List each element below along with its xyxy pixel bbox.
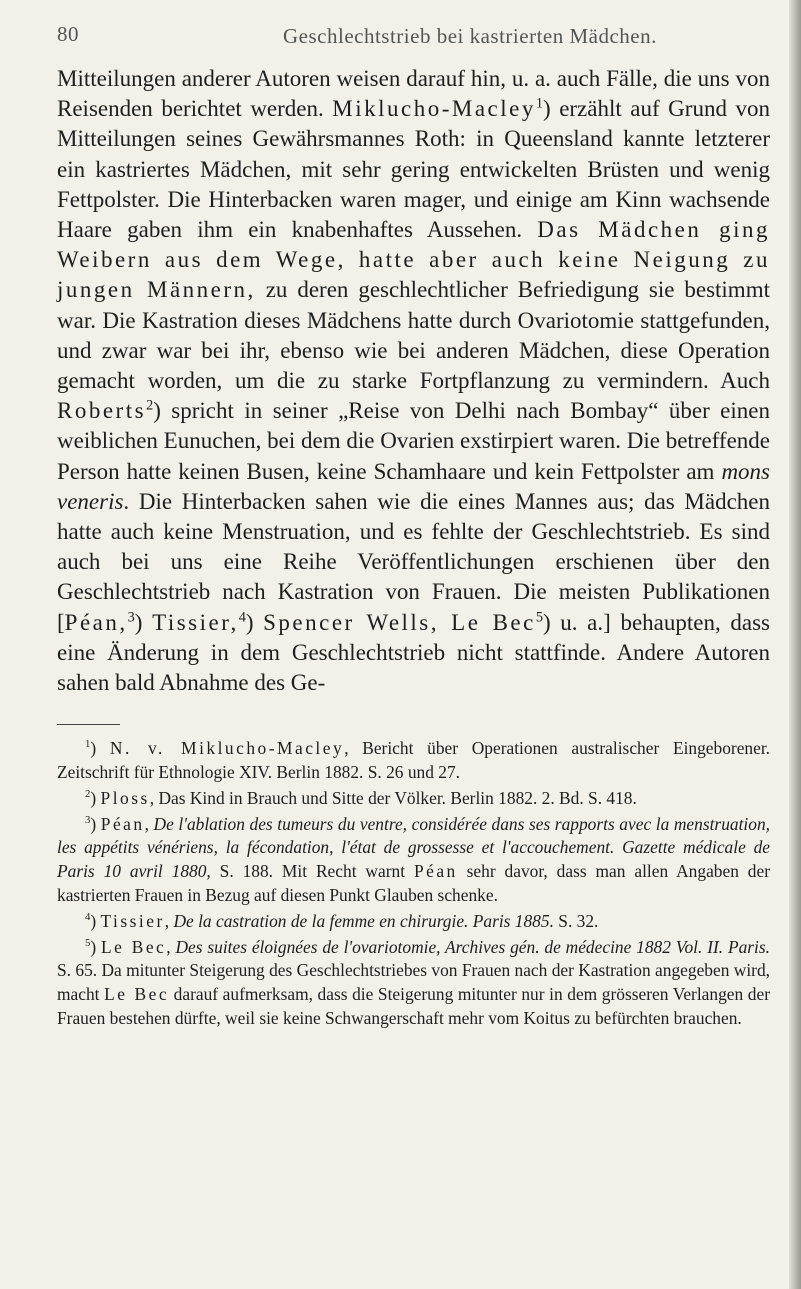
main-text [57, 64, 770, 698]
footnote-separator: , [164, 910, 174, 931]
footnote-title: Des suites éloignées de l'ovariotomie, Archives gén. de médecine 1882 Vol. II. Paris. [175, 936, 770, 957]
text-segment: ) [245, 609, 264, 635]
footnote-1: $^1$) N. v. Miklucho-Macley, Bericht über Operationen australischer Eingeborener. Zeitschrift für Ethnologie XIV. Berlin 1882. S. 26 und 27. [57, 738, 771, 783]
footnote-title: De l'ablation des tumeurs du ventre, considérée dans ses rapports avec la menstruation, les appétits vénériens, la fécondation, l'état de grossesse et l'accouchement. Gazette médicale de Paris 10 avril 1880, [57, 813, 770, 882]
footnote-text: darauf aufmerksam, dass die Steigerung mitunter nur in dem grösseren Verlangen der Frauen bestehen dürfte, weil sie keine Schwangerschaft mehr vom Koitus zu befürchten brauchen. [57, 984, 770, 1029]
footnote-mark: 2 [85, 788, 91, 801]
book-page [57, 22, 770, 1033]
footnote-text: S. 32. [553, 910, 599, 931]
author-name: Péan, [64, 609, 128, 635]
footnote-ref[interactable]: 2 [146, 397, 154, 414]
footnote-author: Péan [413, 861, 458, 882]
text-segment: . Die Hinterbacken sahen wie die eines Mannes aus; das Mädchen hatte auch keine Menstruation, und es fehlte der Geschlechtstrieb. Es sind auch bei uns eine Reihe Veröffentlichungen erschienen über den Geschlechtstrieb nach Kastration von Frauen. Die meisten Publikationen [ [57, 488, 770, 635]
text-segment: Mitteilungen anderer Autoren weisen darauf hin, u. a. auch Fälle, die uns von Reisenden berichtet werden. [57, 66, 770, 122]
footnote-ref[interactable]: 5 [535, 609, 543, 625]
footnote-3: $^3$) Péan, De l'ablation des tumeurs du ventre, considérée dans ses rapports avec la menstruation, les appétits vénériens, la fécondation, l'état de grossesse et l'accouchement. Gazette médicale de Paris 10 avril 1880, S. 188. Mit Recht warnt Péan sehr davor, dass man allen Angaben der kastrierten Frauen in Bezug auf diesen Punkt Glauben schenke. [57, 813, 771, 906]
footnote-author: Le Bec [101, 936, 167, 957]
footnote-mark: 3 [85, 813, 91, 826]
author-name: Roberts [57, 398, 147, 424]
footnote-mark: 4 [85, 911, 91, 924]
footnote-mark: 1 [85, 738, 91, 751]
footnote-text: S. 65. Da mitunter Steigerung des Geschlechtstriebes von Frauen nach der Kastration angegeben wird, macht [57, 960, 770, 1005]
footnote-ref[interactable]: 1 [535, 95, 543, 112]
footnote-text: sehr davor, dass man allen Angaben der kastrierten Frauen in Bezug auf diesen Punkt Glauben schenke. [57, 861, 771, 906]
footnote-separator: , [166, 936, 176, 957]
footnote-title: De la castration de la femme en chirurgie. Paris 1885. [173, 910, 554, 931]
footnote-mark: 5 [85, 936, 91, 949]
footnote-ref[interactable]: 4 [238, 609, 246, 625]
footnote-ref[interactable]: 3 [127, 609, 135, 625]
footnote-text: , Das Kind in Brauch und Sitte der Völker. Berlin 1882. 2. Bd. S. 418. [149, 787, 637, 808]
author-name: Tissier, [152, 609, 239, 635]
footnote-5: $^5$) Le Bec, Des suites éloignées de l'ovariotomie, Archives gén. de médecine 1882 Vol. II. Paris. S. 65. Da mitunter Steigerung des Geschlechtstriebes von Frauen nach der Kastration angegeben wird, macht Le Bec darauf aufmerksam, dass die Steigerung mitunter nur in dem grösseren Verlangen der Frauen bestehen dürfte, weil sie keine Schwangerschaft mehr vom Koitus zu befürchten brauchen. [57, 936, 770, 1029]
page-edge-shadow [789, 0, 801, 1289]
footnote-author: Tissier [100, 910, 165, 931]
page-header [57, 22, 770, 64]
footnote-2: $^2$) Ploss, Das Kind in Brauch und Sitte der Völker. Berlin 1882. 2. Bd. S. 418. [85, 787, 637, 808]
text-segment: ) [134, 609, 153, 635]
footnote-divider [57, 724, 120, 725]
footnote-separator: , [144, 813, 154, 834]
author-name: Miklucho-Macley [332, 96, 536, 122]
footnote-author: Le Bec [104, 984, 170, 1005]
latin-term: mons veneris [57, 458, 770, 514]
footnote-text: , Bericht über Operationen australischer Eingeborener. Zeitschrift für Ethnologie XIV. Berlin 1882. S. 26 und 27. [57, 738, 771, 783]
footnote-4: $^4$) Tissier, De la castration de la femme en chirurgie. Paris 1885. S. 32. [85, 910, 599, 931]
footnote-text: S. 188. Mit Recht warnt [210, 861, 414, 882]
footnotes [57, 737, 770, 1031]
body-paragraph [57, 64, 770, 698]
footnote-author: Péan [100, 813, 145, 834]
author-name: Spencer Wells, Le Bec [263, 609, 536, 635]
text-segment: zu deren geschlechtlicher Befriedigung sie bestimmt war. Die Kastration dieses Mädchens hatte durch Ovariotomie stattgefunden, und zwar war bei ihr, ebenso wie bei anderen Mädchen, diese Operation gemacht worden, um die zu starke Fortpflanzung zu vermindern. Auch [57, 277, 770, 394]
text-segment: ) erzählt auf Grund von Mitteilungen seines Gewährsmannes Roth: in Queensland kannte letzterer ein kastriertes Mädchen, mit sehr gering entwickelten Brüsten und wenig Fettpolster. Die Hinterbacken waren mager, und einige am Kinn wachsende Haare gaben ihm ein knabenhaftes Aussehen. [57, 96, 770, 243]
running-title: Geschlechtstrieb bei kastrierten Mädchen. [283, 24, 657, 48]
text-segment: ) spricht in seiner „Reise von Delhi nach Bombay“ über einen weiblichen Eunuchen, bei dem die Ovarien exstirpiert waren. Die betreffende Person hatte keinen Busen, keine Schamhaare und kein Fettpolster am [57, 398, 770, 484]
footnote-author: Ploss [100, 787, 150, 808]
footnote-author: N. v. Miklucho-Macley [109, 738, 345, 759]
page-number: 80 [57, 22, 79, 46]
text-segment: ) u. a.] behaupten, dass eine Änderung in dem Geschlechtstrieb nicht stattfinde. Andere Autoren sahen bald Abnahme des Ge- [57, 609, 770, 696]
emphasized-passage: Das Mädchen ging Weibern aus dem Wege, hatte aber auch keine Neigung zu jungen Männern, [57, 217, 770, 303]
